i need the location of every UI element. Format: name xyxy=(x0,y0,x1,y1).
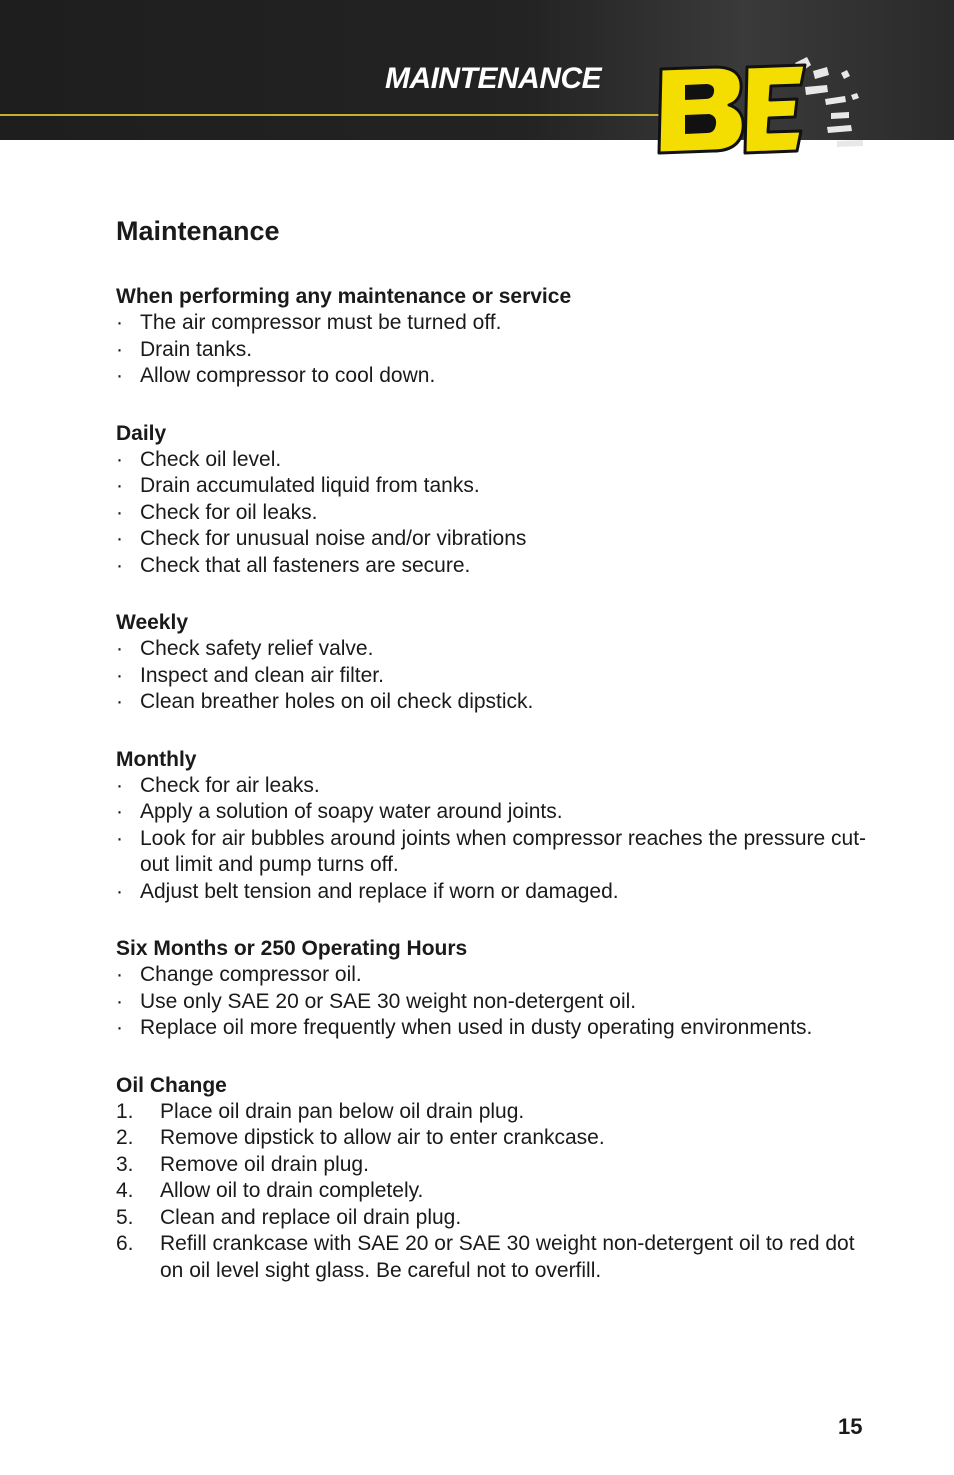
step-item: 3. Remove oil drain plug. xyxy=(116,1152,876,1179)
list-item: · Apply a solution of soapy water around joints. xyxy=(116,799,876,826)
list-item: · Check for oil leaks. xyxy=(116,500,876,527)
page-number: 15 xyxy=(838,1414,863,1439)
bullet-dot: · xyxy=(116,553,123,577)
section-six-months xyxy=(116,935,876,1042)
bullet-dot: · xyxy=(116,800,123,823)
list-item: · Look for air bubbles around joints when compressor reaches the pressure cut-out limit and pump turns off. xyxy=(116,826,867,876)
list-item: · Check that all fasteners are secure. xyxy=(116,553,876,580)
section-weekly xyxy=(116,609,876,716)
section-heading: Oil Change xyxy=(116,1073,227,1097)
step-item: 4. Allow oil to drain completely. xyxy=(116,1178,876,1205)
bullet-dot: · xyxy=(116,690,123,713)
list-item: · Change compressor oil. xyxy=(116,962,876,989)
step-number: 4. xyxy=(116,1179,134,1202)
section-oil-change xyxy=(116,1072,876,1285)
bullet-dot: · xyxy=(116,447,123,471)
step-item: 2. Remove dipstick to allow air to enter crankcase. xyxy=(116,1125,876,1152)
bullet-dot: · xyxy=(116,963,123,986)
bullet-dot: · xyxy=(116,773,123,797)
section-heading: Daily xyxy=(116,421,167,445)
bullet-dot: · xyxy=(116,337,123,361)
list-item: · Replace oil more frequently when used in dusty operating environments. xyxy=(116,1015,876,1042)
bullet-dot: · xyxy=(116,879,123,903)
step-number: 6. xyxy=(116,1232,134,1255)
bullet-dot: · xyxy=(116,637,123,660)
header-bar xyxy=(0,0,954,140)
bullet-dot: · xyxy=(116,311,123,334)
list-item: · Check for unusual noise and/or vibrations xyxy=(116,526,876,553)
step-number: 1. xyxy=(116,1099,134,1123)
section-heading: Six Months or 250 Operating Hours xyxy=(116,937,468,960)
list-item: · Check safety relief valve. xyxy=(116,636,876,663)
page-title: Maintenance xyxy=(116,216,280,246)
list-item: · Clean breather holes on oil check dipstick. xyxy=(116,689,876,716)
header-section-title: MAINTENANCE xyxy=(385,62,602,95)
step-item: 1. Place oil drain pan below oil drain plug. xyxy=(116,1099,876,1126)
bullet-dot: · xyxy=(116,989,123,1013)
list-item: · Drain accumulated liquid from tanks. xyxy=(116,473,876,500)
section-monthly xyxy=(116,746,876,906)
bullet-dot: · xyxy=(116,663,123,687)
bullet-dot: · xyxy=(116,1016,123,1039)
list-item: · Drain tanks. xyxy=(116,337,876,364)
section-heading: When performing any maintenance or service xyxy=(116,285,572,308)
list-item: · Use only SAE 20 or SAE 30 weight non-detergent oil. xyxy=(116,989,876,1016)
list-item: · Adjust belt tension and replace if worn or damaged. xyxy=(116,879,876,906)
bullet-dot: · xyxy=(116,826,123,850)
step-item: 5. Clean and replace oil drain plug. xyxy=(116,1205,876,1232)
section-heading: Weekly xyxy=(116,611,188,634)
section-daily xyxy=(116,420,876,580)
header-rule xyxy=(0,114,700,116)
list-item: · The air compressor must be turned off. xyxy=(116,310,876,337)
step-item: 6. Refill crankcase with SAE 20 or SAE 30 weight non-detergent oil to red dot on oil level sight glass. Be careful not to overfill. xyxy=(116,1232,855,1282)
section-service-prep xyxy=(116,283,876,390)
list-item: · Allow compressor to cool down. xyxy=(116,363,876,390)
section-heading: Monthly xyxy=(116,747,197,771)
bullet-dot: · xyxy=(116,527,123,550)
step-number: 3. xyxy=(116,1152,134,1176)
step-number: 2. xyxy=(116,1126,134,1149)
list-item: · Inspect and clean air filter. xyxy=(116,663,876,690)
bullet-dot: · xyxy=(116,500,123,524)
main-content xyxy=(116,212,876,1314)
list-item: · Check for air leaks. xyxy=(116,773,876,800)
logo-text: BE xyxy=(655,55,657,56)
bullet-dot: · xyxy=(116,474,123,497)
be-logo xyxy=(655,55,870,160)
bullet-dot: · xyxy=(116,364,123,387)
list-item: · Check oil level. xyxy=(116,447,876,474)
step-number: 5. xyxy=(116,1205,134,1229)
